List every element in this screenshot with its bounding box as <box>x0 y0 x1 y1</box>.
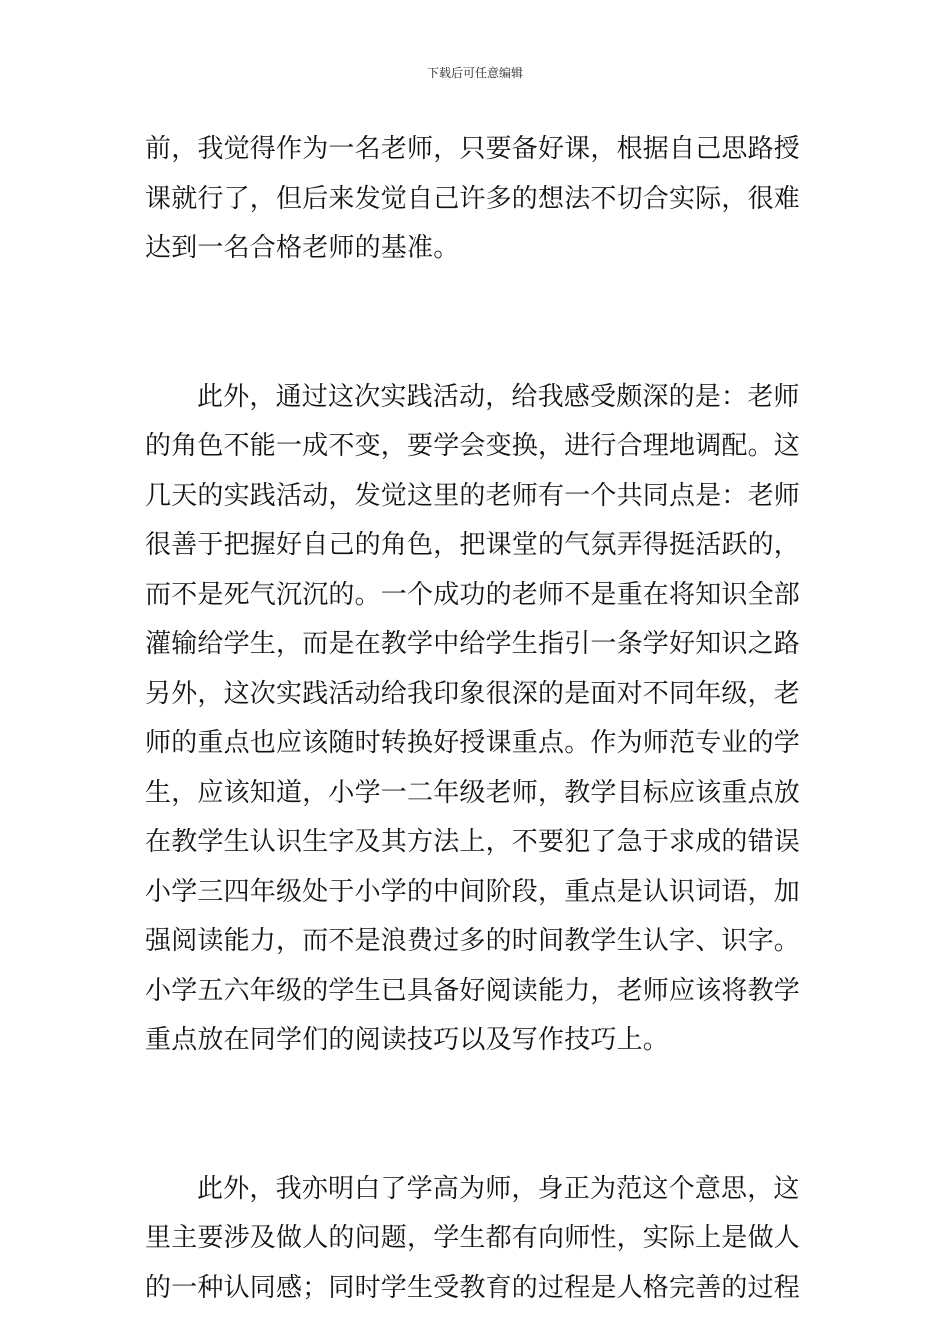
paragraph <box>145 125 810 274</box>
paragraph-gap <box>145 274 810 324</box>
paragraph <box>145 373 810 1066</box>
text-line: 前，我觉得作为一名老师，只要备好课，根据自己思路授 <box>145 134 801 164</box>
text-line: 师的重点也应该随时转换好授课重点。作为师范专业的学 <box>145 728 801 758</box>
text-line: 达到一名合格老师的基准。 <box>145 233 460 263</box>
text-line: 在教学生认识生字及其方法上，不要犯了急于求成的错误 <box>145 827 801 857</box>
text-line: 灌输给学生，而是在教学中给学生指引一条学好知识之路 <box>145 629 801 659</box>
text-line: 几天的实践活动，发觉这里的老师有一个共同点是：老师 <box>145 480 801 511</box>
text-line: 强阅读能力，而不是浪费过多的时间教学生认字、识字。 <box>145 926 801 956</box>
paragraph-gap <box>145 1115 810 1165</box>
text-line: 生，应该知道，小学一二年级老师，教学目标应该重点放 <box>145 777 801 808</box>
text-line: 而不是死气沉沉的。一个成功的老师不是重在将知识全部 <box>145 579 801 610</box>
text-line: 小学五六年级的学生已具备好阅读能力，老师应该将教学 <box>145 975 801 1006</box>
paragraph-gap <box>145 1066 810 1116</box>
paragraph-gap <box>145 323 810 373</box>
text-line: 此外，通过这次实践活动，给我感受颇深的是：老师 <box>197 381 800 412</box>
text-line: 课就行了，但后来发觉自己许多的想法不切合实际，很难 <box>145 183 801 214</box>
text-line: 此外，我亦明白了学高为师，身正为范这个意思，这 <box>197 1173 800 1204</box>
text-line: 的角色不能一成不变，要学会变换，进行合理地调配。这 <box>145 431 801 461</box>
text-line: 重点放在同学们的阅读技巧以及写作技巧上。 <box>145 1025 670 1055</box>
text-line: 很善于把握好自己的角色，把课堂的气氛弄得挺活跃的， <box>145 530 801 560</box>
text-line: 小学三四年级处于小学的中间阶段，重点是认识词语，加 <box>145 876 801 907</box>
text-line: 另外，这次实践活动给我印象很深的是面对不同年级，老 <box>145 678 801 709</box>
page-header: 下载后可任意编辑 <box>426 66 523 80</box>
paragraph <box>145 1165 810 1314</box>
text-line: 的一种认同感；同时学生受教育的过程是人格完善的过程 <box>145 1272 801 1303</box>
document-body <box>145 125 810 1313</box>
text-line: 里主要涉及做人的问题，学生都有向师性，实际上是做人 <box>145 1223 801 1253</box>
